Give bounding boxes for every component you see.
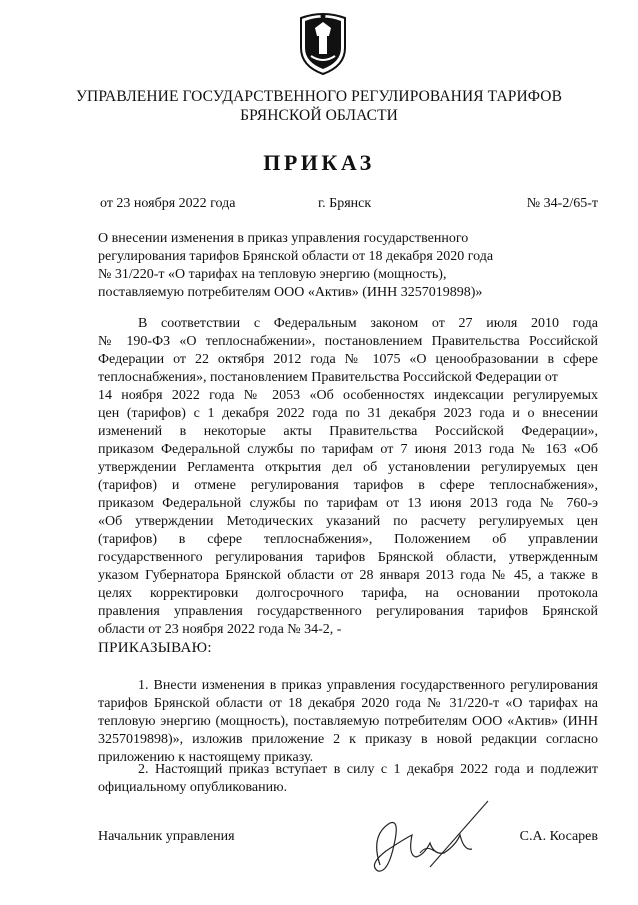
preamble-line: 14 ноября 2022 года № 2053 «Об особенностях индексации регулируемых [98, 388, 598, 403]
preamble-line: области от 23 ноября 2022 года № 34-2, - [98, 622, 342, 637]
preamble-line: приказом Федеральной службы по тарифам от 7 июня 2013 года № 163 «Об [98, 442, 598, 457]
preamble-line: указом Губернатора Брянской области от 28 января 2013 года № 45, а также в [98, 568, 598, 583]
preamble-line: утверждении Регламента открытия дел об установлении регулируемых цен [98, 460, 598, 475]
preamble-line: (тарифов) в сфере теплоснабжения», Положением об управлении [98, 532, 598, 547]
subject-line: поставляемую потребителям ООО «Актив» (ИНН 3257019898)» [98, 285, 483, 300]
preamble-line: цен (тарифов) с 1 декабря 2022 года по 31 декабря 2023 года и о внесении [98, 406, 598, 421]
preamble-line: целях корректировки долгосрочного тарифа, на основании протокола [98, 586, 598, 601]
signatory-name: С.А. Косарев [519, 829, 598, 844]
preamble-line: Федерации от 22 октября 2012 года № 1075 «О ценообразовании в сфере [98, 352, 598, 367]
preamble-line: (тарифов) и отмене регулирования тарифов в сфере теплоснабжения», [98, 478, 598, 493]
preamble-line: изменений в некоторые акты Правительства Российской Федерации», [98, 424, 598, 439]
handwritten-signature [360, 795, 500, 885]
preamble-line: № 190-ФЗ «О теплоснабжении», постановлением Правительства Российской [98, 334, 598, 349]
order-item-2: 2. Настоящий приказ вступает в силу с 1 декабря 2022 года и подлежит официальному опубликованию. [98, 762, 598, 795]
subject-line: № 31/220-т «О тарифах на тепловую энергию (мощность), [98, 267, 447, 282]
document-title: ПРИКАЗ [263, 150, 375, 175]
document-date: от 23 ноября 2022 года [100, 196, 236, 211]
subject-line: регулирования тарифов Брянской области от 18 декабря 2020 года [98, 249, 494, 264]
preamble-paragraph [98, 315, 598, 639]
document-number: № 34-2/65-т [526, 196, 598, 211]
signatory-position: Начальник управления [98, 829, 235, 844]
preamble-line: В соответствии с Федеральным законом от 27 июля 2010 года [138, 316, 598, 331]
document-city: г. Брянск [318, 196, 372, 211]
organization-name-line2: БРЯНСКОЙ ОБЛАСТИ [240, 107, 398, 124]
document-subject [98, 230, 538, 302]
order-item-1: 1. Внести изменения в приказ управления государственного регулирования тарифов Брянской области от 18 декабря 2020 года № 31/220-т «О тарифах на тепловую энергию (мощность), поставляемую потребителям ООО «Актив» (ИНН 3257019898)», изложив приложение 2 к приказу в новой редакции согласно приложению к настоящему приказу. [98, 678, 598, 765]
organization-name-line1: УПРАВЛЕНИЕ ГОСУДАРСТВЕННОГО РЕГУЛИРОВАНИЯ ТАРИФОВ [75, 88, 563, 105]
preamble-line: приказом Федеральной службы по тарифам от 13 июня 2013 года № 760-э [98, 496, 598, 511]
preamble-line: правления управления государственного регулирования тарифов Брянской [98, 604, 598, 619]
preamble-line: государственного регулирования тарифов Брянской области, утвержденным [98, 550, 598, 565]
coat-of-arms-icon [293, 8, 353, 78]
preamble-line: теплоснабжения», постановлением Правительства Российской Федерации от [98, 370, 558, 385]
preamble-line: «Об утверждении Методических указаний по расчету регулируемых цен [98, 514, 598, 529]
subject-line: О внесении изменения в приказ управления государственного [98, 231, 469, 246]
order-heading: ПРИКАЗЫВАЮ: [98, 640, 212, 656]
